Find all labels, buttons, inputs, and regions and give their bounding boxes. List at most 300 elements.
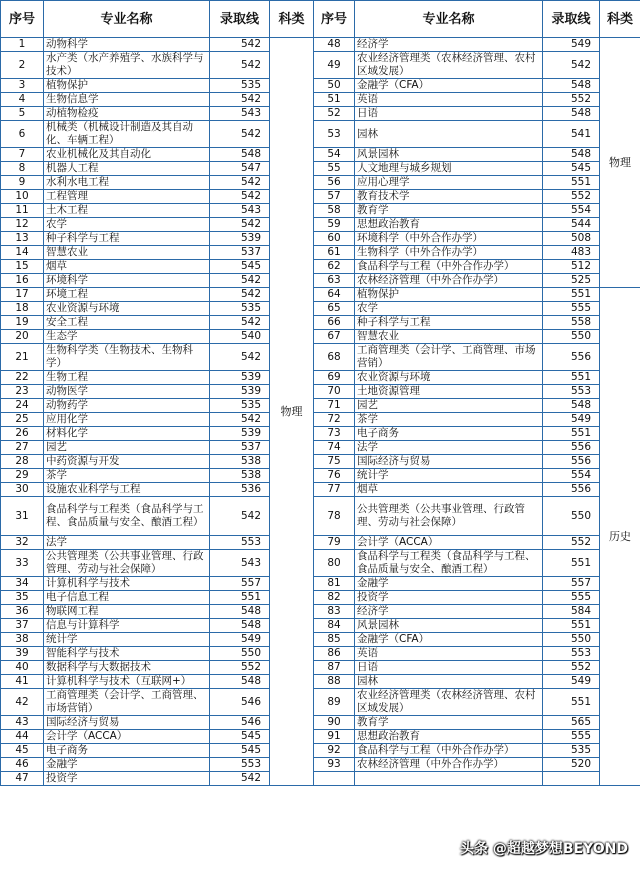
table-body bbox=[1, 38, 640, 786]
table-row bbox=[1, 330, 640, 344]
major-name: 国际经济与贸易 bbox=[44, 716, 210, 730]
row-no: 79 bbox=[314, 536, 355, 550]
admission-score: 542 bbox=[210, 772, 270, 786]
row-no: 43 bbox=[1, 716, 44, 730]
admission-score: 553 bbox=[543, 647, 600, 661]
admission-score: 542 bbox=[210, 176, 270, 190]
major-name: 食品科学与工程类（食品科学与工程、食品质量与安全、酿酒工程） bbox=[44, 497, 210, 536]
admission-score: 545 bbox=[543, 162, 600, 176]
header-subject: 科类 bbox=[600, 1, 640, 38]
admission-score: 557 bbox=[210, 577, 270, 591]
major-name: 电子商务 bbox=[44, 744, 210, 758]
admission-score: 543 bbox=[210, 204, 270, 218]
row-no: 46 bbox=[1, 758, 44, 772]
row-no: 16 bbox=[1, 274, 44, 288]
admission-score: 551 bbox=[543, 550, 600, 577]
major-name: 公共管理类（公共事业管理、行政管理、劳动与社会保障） bbox=[355, 497, 543, 536]
row-no: 31 bbox=[1, 497, 44, 536]
major-name: 安全工程 bbox=[44, 316, 210, 330]
major-name: 农业经济管理类（农林经济管理、农村区域发展） bbox=[355, 52, 543, 79]
table-row bbox=[1, 469, 640, 483]
major-name: 计算机科学与技术 bbox=[44, 577, 210, 591]
table-row bbox=[1, 591, 640, 605]
major-name: 生物信息学 bbox=[44, 93, 210, 107]
major-name: 农学 bbox=[44, 218, 210, 232]
major-name: 烟草 bbox=[355, 483, 543, 497]
row-no: 24 bbox=[1, 399, 44, 413]
row-no: 83 bbox=[314, 605, 355, 619]
major-name: 食品科学与工程类（食品科学与工程、食品质量与安全、酿酒工程） bbox=[355, 550, 543, 577]
admission-score: 535 bbox=[210, 302, 270, 316]
admission-score: 553 bbox=[210, 536, 270, 550]
table-row bbox=[1, 274, 640, 288]
row-no: 72 bbox=[314, 413, 355, 427]
admission-score: 542 bbox=[210, 413, 270, 427]
admission-score: 552 bbox=[543, 661, 600, 675]
table-row bbox=[1, 427, 640, 441]
table-row bbox=[1, 385, 640, 399]
admission-score: 552 bbox=[210, 661, 270, 675]
header-no: 序号 bbox=[1, 1, 44, 38]
table-row bbox=[1, 441, 640, 455]
table-row bbox=[1, 399, 640, 413]
table-row bbox=[1, 661, 640, 675]
admission-score: 535 bbox=[210, 79, 270, 93]
row-no: 93 bbox=[314, 758, 355, 772]
major-name: 应用心理学 bbox=[355, 176, 543, 190]
row-no: 57 bbox=[314, 190, 355, 204]
row-no: 3 bbox=[1, 79, 44, 93]
major-name: 风景园林 bbox=[355, 619, 543, 633]
admission-score: 544 bbox=[543, 218, 600, 232]
row-no: 45 bbox=[1, 744, 44, 758]
major-name: 园林 bbox=[355, 121, 543, 148]
admission-score: 565 bbox=[543, 716, 600, 730]
row-no: 67 bbox=[314, 330, 355, 344]
row-no: 63 bbox=[314, 274, 355, 288]
major-name: 植物保护 bbox=[44, 79, 210, 93]
admission-score: 548 bbox=[543, 399, 600, 413]
table-row bbox=[1, 260, 640, 274]
admission-score: 542 bbox=[210, 190, 270, 204]
table-row bbox=[1, 162, 640, 176]
empty-cell bbox=[543, 772, 600, 786]
admission-score: 554 bbox=[543, 204, 600, 218]
major-name: 设施农业科学与工程 bbox=[44, 483, 210, 497]
major-name: 信息与计算科学 bbox=[44, 619, 210, 633]
major-name: 投资学 bbox=[44, 772, 210, 786]
admission-score: 547 bbox=[210, 162, 270, 176]
admission-score: 539 bbox=[210, 232, 270, 246]
admission-score: 551 bbox=[210, 591, 270, 605]
table-row bbox=[1, 121, 640, 148]
table-row bbox=[1, 550, 640, 577]
admission-score: 553 bbox=[210, 758, 270, 772]
admission-score: 545 bbox=[210, 744, 270, 758]
header-subject: 科类 bbox=[270, 1, 314, 38]
major-name: 应用化学 bbox=[44, 413, 210, 427]
table-row bbox=[1, 772, 640, 786]
row-no: 48 bbox=[314, 38, 355, 52]
table-row bbox=[1, 413, 640, 427]
admission-score: 556 bbox=[543, 483, 600, 497]
admission-score: 556 bbox=[543, 455, 600, 469]
major-name: 土木工程 bbox=[44, 204, 210, 218]
admission-score: 551 bbox=[543, 689, 600, 716]
major-name: 会计学（ACCA） bbox=[44, 730, 210, 744]
major-name: 数据科学与大数据技术 bbox=[44, 661, 210, 675]
table-row bbox=[1, 288, 640, 302]
table-row bbox=[1, 483, 640, 497]
admission-score: 512 bbox=[543, 260, 600, 274]
admission-score: 550 bbox=[210, 647, 270, 661]
major-name: 电子信息工程 bbox=[44, 591, 210, 605]
admission-score: 548 bbox=[210, 619, 270, 633]
major-name: 公共管理类（公共事业管理、行政管理、劳动与社会保障） bbox=[44, 550, 210, 577]
row-no: 39 bbox=[1, 647, 44, 661]
admission-score: 542 bbox=[210, 38, 270, 52]
row-no: 6 bbox=[1, 121, 44, 148]
row-no: 61 bbox=[314, 246, 355, 260]
admission-score: 549 bbox=[543, 413, 600, 427]
row-no: 9 bbox=[1, 176, 44, 190]
major-name: 动植物检疫 bbox=[44, 107, 210, 121]
major-name: 工商管理类（会计学、工商管理、市场营销） bbox=[44, 689, 210, 716]
table-row bbox=[1, 176, 640, 190]
row-no: 55 bbox=[314, 162, 355, 176]
major-name: 园林 bbox=[355, 675, 543, 689]
row-no: 37 bbox=[1, 619, 44, 633]
subject-history: 历史 bbox=[600, 288, 640, 786]
admission-score: 538 bbox=[210, 455, 270, 469]
row-no: 22 bbox=[1, 371, 44, 385]
row-no: 78 bbox=[314, 497, 355, 536]
major-name: 生物工程 bbox=[44, 371, 210, 385]
major-name: 人文地理与城乡规划 bbox=[355, 162, 543, 176]
row-no: 15 bbox=[1, 260, 44, 274]
row-no: 1 bbox=[1, 38, 44, 52]
row-no: 70 bbox=[314, 385, 355, 399]
row-no: 12 bbox=[1, 218, 44, 232]
row-no: 33 bbox=[1, 550, 44, 577]
major-name: 教育技术学 bbox=[355, 190, 543, 204]
row-no: 8 bbox=[1, 162, 44, 176]
table-row bbox=[1, 619, 640, 633]
row-no: 29 bbox=[1, 469, 44, 483]
admission-score: 537 bbox=[210, 441, 270, 455]
admission-score: 548 bbox=[210, 148, 270, 162]
row-no: 75 bbox=[314, 455, 355, 469]
admission-score: 539 bbox=[210, 427, 270, 441]
row-no: 90 bbox=[314, 716, 355, 730]
major-name: 水利水电工程 bbox=[44, 176, 210, 190]
major-name: 国际经济与贸易 bbox=[355, 455, 543, 469]
row-no: 18 bbox=[1, 302, 44, 316]
major-name: 食品科学与工程（中外合作办学） bbox=[355, 260, 543, 274]
admission-score: 553 bbox=[543, 385, 600, 399]
major-name: 日语 bbox=[355, 661, 543, 675]
table-row bbox=[1, 744, 640, 758]
row-no: 65 bbox=[314, 302, 355, 316]
table-row bbox=[1, 190, 640, 204]
table-row bbox=[1, 93, 640, 107]
major-name: 农林经济管理（中外合作办学） bbox=[355, 274, 543, 288]
row-no: 69 bbox=[314, 371, 355, 385]
major-name: 英语 bbox=[355, 647, 543, 661]
row-no: 49 bbox=[314, 52, 355, 79]
admission-score: 550 bbox=[543, 633, 600, 647]
table-row bbox=[1, 536, 640, 550]
admission-score: 536 bbox=[210, 483, 270, 497]
row-no: 21 bbox=[1, 344, 44, 371]
major-name: 计算机科学与技术（互联网+） bbox=[44, 675, 210, 689]
row-no: 64 bbox=[314, 288, 355, 302]
major-name: 智慧农业 bbox=[44, 246, 210, 260]
major-name: 茶学 bbox=[44, 469, 210, 483]
major-name: 茶学 bbox=[355, 413, 543, 427]
subject-physics-right: 物理 bbox=[600, 38, 640, 288]
row-no: 4 bbox=[1, 93, 44, 107]
admission-score: 552 bbox=[543, 536, 600, 550]
row-no: 62 bbox=[314, 260, 355, 274]
row-no: 77 bbox=[314, 483, 355, 497]
row-no: 42 bbox=[1, 689, 44, 716]
table-row bbox=[1, 675, 640, 689]
major-name: 电子商务 bbox=[355, 427, 543, 441]
major-name: 日语 bbox=[355, 107, 543, 121]
row-no: 14 bbox=[1, 246, 44, 260]
major-name: 生物科学（中外合作办学） bbox=[355, 246, 543, 260]
major-name: 农业经济管理类（农林经济管理、农村区域发展） bbox=[355, 689, 543, 716]
admission-score: 542 bbox=[210, 93, 270, 107]
admission-score: 525 bbox=[543, 274, 600, 288]
admission-score: 542 bbox=[210, 121, 270, 148]
row-no: 84 bbox=[314, 619, 355, 633]
admission-score: 555 bbox=[543, 730, 600, 744]
admission-score: 520 bbox=[543, 758, 600, 772]
admission-score: 557 bbox=[543, 577, 600, 591]
row-no: 40 bbox=[1, 661, 44, 675]
admission-score: 555 bbox=[543, 591, 600, 605]
row-no: 86 bbox=[314, 647, 355, 661]
table-row bbox=[1, 605, 640, 619]
major-name: 法学 bbox=[44, 536, 210, 550]
major-name: 农学 bbox=[355, 302, 543, 316]
admission-score: 548 bbox=[210, 675, 270, 689]
admission-score: 539 bbox=[210, 385, 270, 399]
row-no: 23 bbox=[1, 385, 44, 399]
table-row bbox=[1, 716, 640, 730]
admission-score: 556 bbox=[543, 441, 600, 455]
header-no: 序号 bbox=[314, 1, 355, 38]
major-name: 思想政治教育 bbox=[355, 218, 543, 232]
major-name: 农林经济管理（中外合作办学） bbox=[355, 758, 543, 772]
table-row bbox=[1, 52, 640, 79]
row-no: 7 bbox=[1, 148, 44, 162]
table-row bbox=[1, 38, 640, 52]
row-no: 20 bbox=[1, 330, 44, 344]
row-no: 81 bbox=[314, 577, 355, 591]
table-row bbox=[1, 302, 640, 316]
admission-score: 543 bbox=[210, 550, 270, 577]
admission-score: 535 bbox=[543, 744, 600, 758]
major-name: 金融学 bbox=[355, 577, 543, 591]
major-name: 环境工程 bbox=[44, 288, 210, 302]
row-no: 87 bbox=[314, 661, 355, 675]
major-name: 水产类（水产养殖学、水族科学与技术） bbox=[44, 52, 210, 79]
row-no: 10 bbox=[1, 190, 44, 204]
table-row bbox=[1, 371, 640, 385]
row-no: 38 bbox=[1, 633, 44, 647]
major-name: 生物科学类（生物技术、生物科学） bbox=[44, 344, 210, 371]
header-major: 专业名称 bbox=[355, 1, 543, 38]
row-no: 73 bbox=[314, 427, 355, 441]
admission-score: 548 bbox=[543, 79, 600, 93]
major-name: 会计学（ACCA） bbox=[355, 536, 543, 550]
row-no: 36 bbox=[1, 605, 44, 619]
row-no: 35 bbox=[1, 591, 44, 605]
row-no: 25 bbox=[1, 413, 44, 427]
row-no: 52 bbox=[314, 107, 355, 121]
major-name: 智慧农业 bbox=[355, 330, 543, 344]
admission-score: 549 bbox=[210, 633, 270, 647]
major-name: 动物医学 bbox=[44, 385, 210, 399]
major-name: 食品科学与工程（中外合作办学） bbox=[355, 744, 543, 758]
admission-score: 541 bbox=[543, 121, 600, 148]
major-name: 法学 bbox=[355, 441, 543, 455]
major-name: 智能科学与技术 bbox=[44, 647, 210, 661]
row-no: 47 bbox=[1, 772, 44, 786]
major-name: 教育学 bbox=[355, 716, 543, 730]
admission-score: 542 bbox=[543, 52, 600, 79]
admission-score: 535 bbox=[210, 399, 270, 413]
major-name: 机械类（机械设计制造及其自动化、车辆工程） bbox=[44, 121, 210, 148]
major-name: 种子科学与工程 bbox=[44, 232, 210, 246]
row-no: 66 bbox=[314, 316, 355, 330]
header-major: 专业名称 bbox=[44, 1, 210, 38]
row-no: 2 bbox=[1, 52, 44, 79]
row-no: 82 bbox=[314, 591, 355, 605]
admission-score: 555 bbox=[543, 302, 600, 316]
major-name: 物联网工程 bbox=[44, 605, 210, 619]
table-row bbox=[1, 647, 640, 661]
admission-score: 550 bbox=[543, 497, 600, 536]
admission-score: 584 bbox=[543, 605, 600, 619]
admission-score: 542 bbox=[210, 288, 270, 302]
major-name: 环境科学（中外合作办学） bbox=[355, 232, 543, 246]
row-no: 54 bbox=[314, 148, 355, 162]
row-no: 71 bbox=[314, 399, 355, 413]
row-no: 91 bbox=[314, 730, 355, 744]
admission-score: 542 bbox=[210, 218, 270, 232]
major-name: 农业机械化及其自动化 bbox=[44, 148, 210, 162]
major-name: 风景园林 bbox=[355, 148, 543, 162]
admission-score: 548 bbox=[543, 107, 600, 121]
row-no: 58 bbox=[314, 204, 355, 218]
major-name: 金融学（CFA） bbox=[355, 79, 543, 93]
admission-score: 508 bbox=[543, 232, 600, 246]
header-row bbox=[1, 1, 640, 38]
admission-score: 542 bbox=[210, 344, 270, 371]
row-no: 60 bbox=[314, 232, 355, 246]
major-name: 英语 bbox=[355, 93, 543, 107]
major-name: 种子科学与工程 bbox=[355, 316, 543, 330]
row-no: 30 bbox=[1, 483, 44, 497]
table-row bbox=[1, 218, 640, 232]
admission-score: 483 bbox=[543, 246, 600, 260]
table-row bbox=[1, 148, 640, 162]
admission-score: 548 bbox=[210, 605, 270, 619]
major-name: 环境科学 bbox=[44, 274, 210, 288]
major-name: 生态学 bbox=[44, 330, 210, 344]
admission-score: 551 bbox=[543, 176, 600, 190]
table-row bbox=[1, 204, 640, 218]
admission-score: 551 bbox=[543, 619, 600, 633]
table-row bbox=[1, 107, 640, 121]
admission-score: 551 bbox=[543, 288, 600, 302]
row-no: 51 bbox=[314, 93, 355, 107]
major-name: 烟草 bbox=[44, 260, 210, 274]
admission-score: 545 bbox=[210, 730, 270, 744]
row-no: 68 bbox=[314, 344, 355, 371]
admission-score: 542 bbox=[210, 316, 270, 330]
row-no: 74 bbox=[314, 441, 355, 455]
major-name: 经济学 bbox=[355, 605, 543, 619]
admission-score: 552 bbox=[543, 190, 600, 204]
row-no: 88 bbox=[314, 675, 355, 689]
major-name: 经济学 bbox=[355, 38, 543, 52]
major-name: 统计学 bbox=[44, 633, 210, 647]
row-no: 5 bbox=[1, 107, 44, 121]
row-no: 19 bbox=[1, 316, 44, 330]
row-no: 50 bbox=[314, 79, 355, 93]
header-score: 录取线 bbox=[210, 1, 270, 38]
admission-score: 552 bbox=[543, 93, 600, 107]
row-no: 11 bbox=[1, 204, 44, 218]
admission-score: 554 bbox=[543, 469, 600, 483]
row-no: 80 bbox=[314, 550, 355, 577]
major-name: 金融学（CFA） bbox=[355, 633, 543, 647]
watermark: 头条 @超越梦想BEYOND bbox=[460, 841, 628, 857]
row-no: 92 bbox=[314, 744, 355, 758]
major-name: 动物科学 bbox=[44, 38, 210, 52]
admission-score: 537 bbox=[210, 246, 270, 260]
major-name: 动物药学 bbox=[44, 399, 210, 413]
empty-cell bbox=[314, 772, 355, 786]
admission-score: 550 bbox=[543, 330, 600, 344]
header-score: 录取线 bbox=[543, 1, 600, 38]
admission-score: 549 bbox=[543, 675, 600, 689]
major-name: 机器人工程 bbox=[44, 162, 210, 176]
admission-score: 551 bbox=[543, 427, 600, 441]
major-name: 工商管理类（会计学、工商管理、市场营销） bbox=[355, 344, 543, 371]
row-no: 89 bbox=[314, 689, 355, 716]
row-no: 56 bbox=[314, 176, 355, 190]
admission-score: 538 bbox=[210, 469, 270, 483]
table-row bbox=[1, 246, 640, 260]
table-row bbox=[1, 758, 640, 772]
admission-score: 539 bbox=[210, 371, 270, 385]
table-row bbox=[1, 689, 640, 716]
row-no: 27 bbox=[1, 441, 44, 455]
table-row bbox=[1, 497, 640, 536]
major-name: 教育学 bbox=[355, 204, 543, 218]
row-no: 26 bbox=[1, 427, 44, 441]
major-name: 投资学 bbox=[355, 591, 543, 605]
admission-score: 545 bbox=[210, 260, 270, 274]
table-row bbox=[1, 455, 640, 469]
admission-score: 542 bbox=[210, 52, 270, 79]
